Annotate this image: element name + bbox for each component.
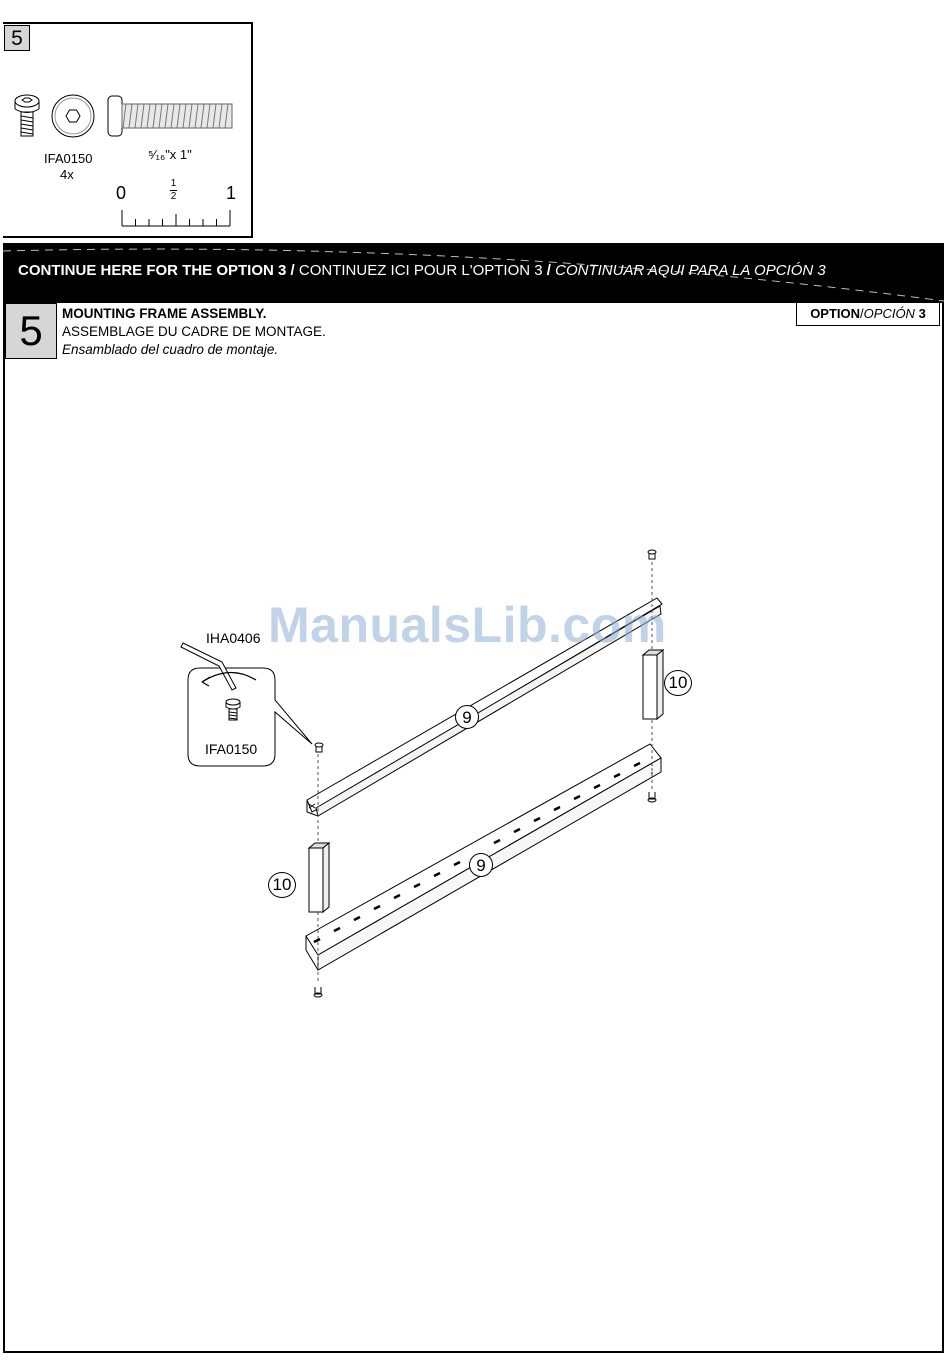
- banner-text-es: CONTINUAR AQUI PARA LA OPCIÓN 3: [555, 262, 826, 279]
- tool-label: IHA0406: [206, 630, 261, 646]
- part-badge-left-post: 10: [268, 872, 296, 898]
- banner-separator: /: [542, 262, 556, 279]
- step-title-fr: ASSEMBLAGE DU CADRE DE MONTAGE.: [62, 324, 326, 339]
- hardware-step-number: 5: [4, 25, 30, 51]
- option-tag-number: 3: [914, 306, 926, 321]
- option-tag-en: OPTION: [810, 306, 861, 321]
- banner-separator: /: [286, 262, 299, 279]
- screw-icon: [315, 743, 323, 752]
- watermark: ManualsLib.com: [268, 597, 667, 653]
- banner-text-fr: CONTINUEZ ICI POUR L'OPTION 3: [298, 262, 543, 279]
- step-title-es: Ensamblado del cuadro de montaje.: [62, 342, 279, 357]
- step-title-en: MOUNTING FRAME ASSEMBLY.: [62, 306, 267, 321]
- part-badge-top-rail: 9: [455, 705, 479, 729]
- screw-label: IFA0150: [205, 741, 258, 757]
- hardware-size: ⁵⁄₁₆"x 1": [148, 147, 192, 162]
- option-tag-es: OPCIÓN: [863, 306, 915, 321]
- ruler-label-half: 1 2: [170, 178, 177, 202]
- part-badge-right-post: 10: [664, 670, 692, 696]
- screw-icon: [314, 987, 322, 997]
- hardware-quantity: 4x: [60, 167, 74, 182]
- step-number: 5: [5, 303, 57, 359]
- screw-icon: [648, 792, 656, 802]
- ruler-label-one: 1: [226, 183, 237, 203]
- ruler-label-zero: 0: [116, 183, 127, 203]
- hardware-part-code: IFA0150: [44, 151, 93, 166]
- option-tag-separator: /: [860, 306, 864, 321]
- screw-icon: [648, 550, 656, 559]
- part-badge-bottom-rail: 9: [469, 853, 493, 877]
- right-spacer-post: [643, 650, 663, 719]
- banner-text-en: CONTINUE HERE FOR THE OPTION 3: [18, 262, 287, 279]
- left-spacer-post: [309, 843, 329, 912]
